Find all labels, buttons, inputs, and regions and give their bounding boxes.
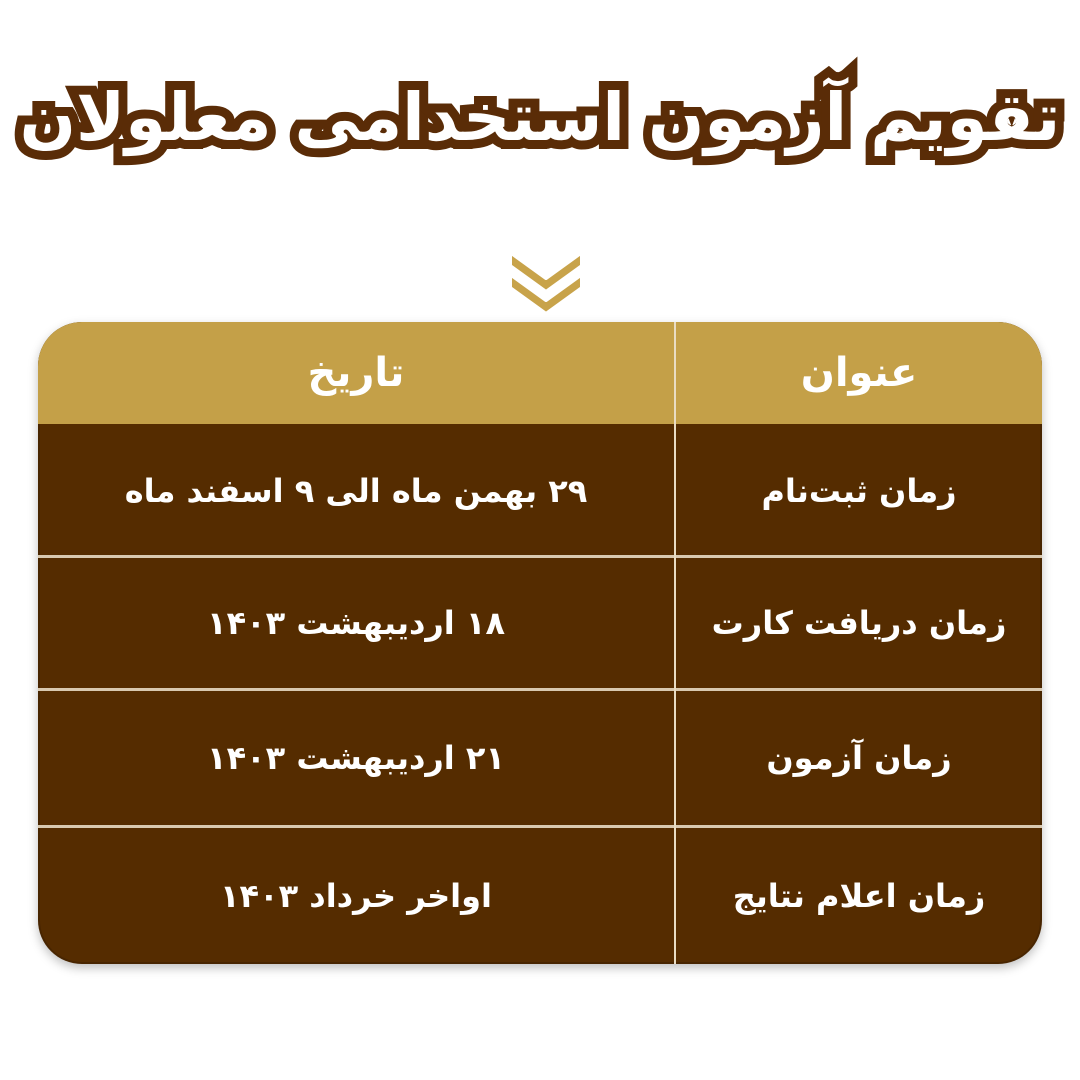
table-row <box>38 828 1042 964</box>
column-header-date: تاریخ <box>307 350 405 396</box>
table-row <box>38 558 1042 688</box>
row-title: زمان اعلام نتایج <box>732 877 986 915</box>
row-title: زمان دریافت کارت <box>711 604 1007 642</box>
row-date: اواخر خرداد ۱۴۰۳ <box>220 877 492 915</box>
row-date: ۲۹ بهمن ماه الی ۹ اسفند ماه <box>124 471 588 510</box>
row-title: زمان آزمون <box>766 739 952 777</box>
table-row <box>38 691 1042 825</box>
table-row <box>38 424 1042 557</box>
exam-calendar-table <box>38 322 1042 964</box>
double-chevron-down-icon <box>504 238 588 326</box>
column-divider <box>674 322 676 964</box>
column-header-title: عنوان <box>800 350 918 396</box>
row-date: ۲۱ اردیبهشت ۱۴۰۳ <box>207 739 505 777</box>
row-date: ۱۸ اردیبهشت ۱۴۰۳ <box>207 604 505 642</box>
page-title: تقویم آزمون استخدامی معلولان <box>19 79 1061 156</box>
row-title: زمان ثبت‌نام <box>761 471 957 510</box>
